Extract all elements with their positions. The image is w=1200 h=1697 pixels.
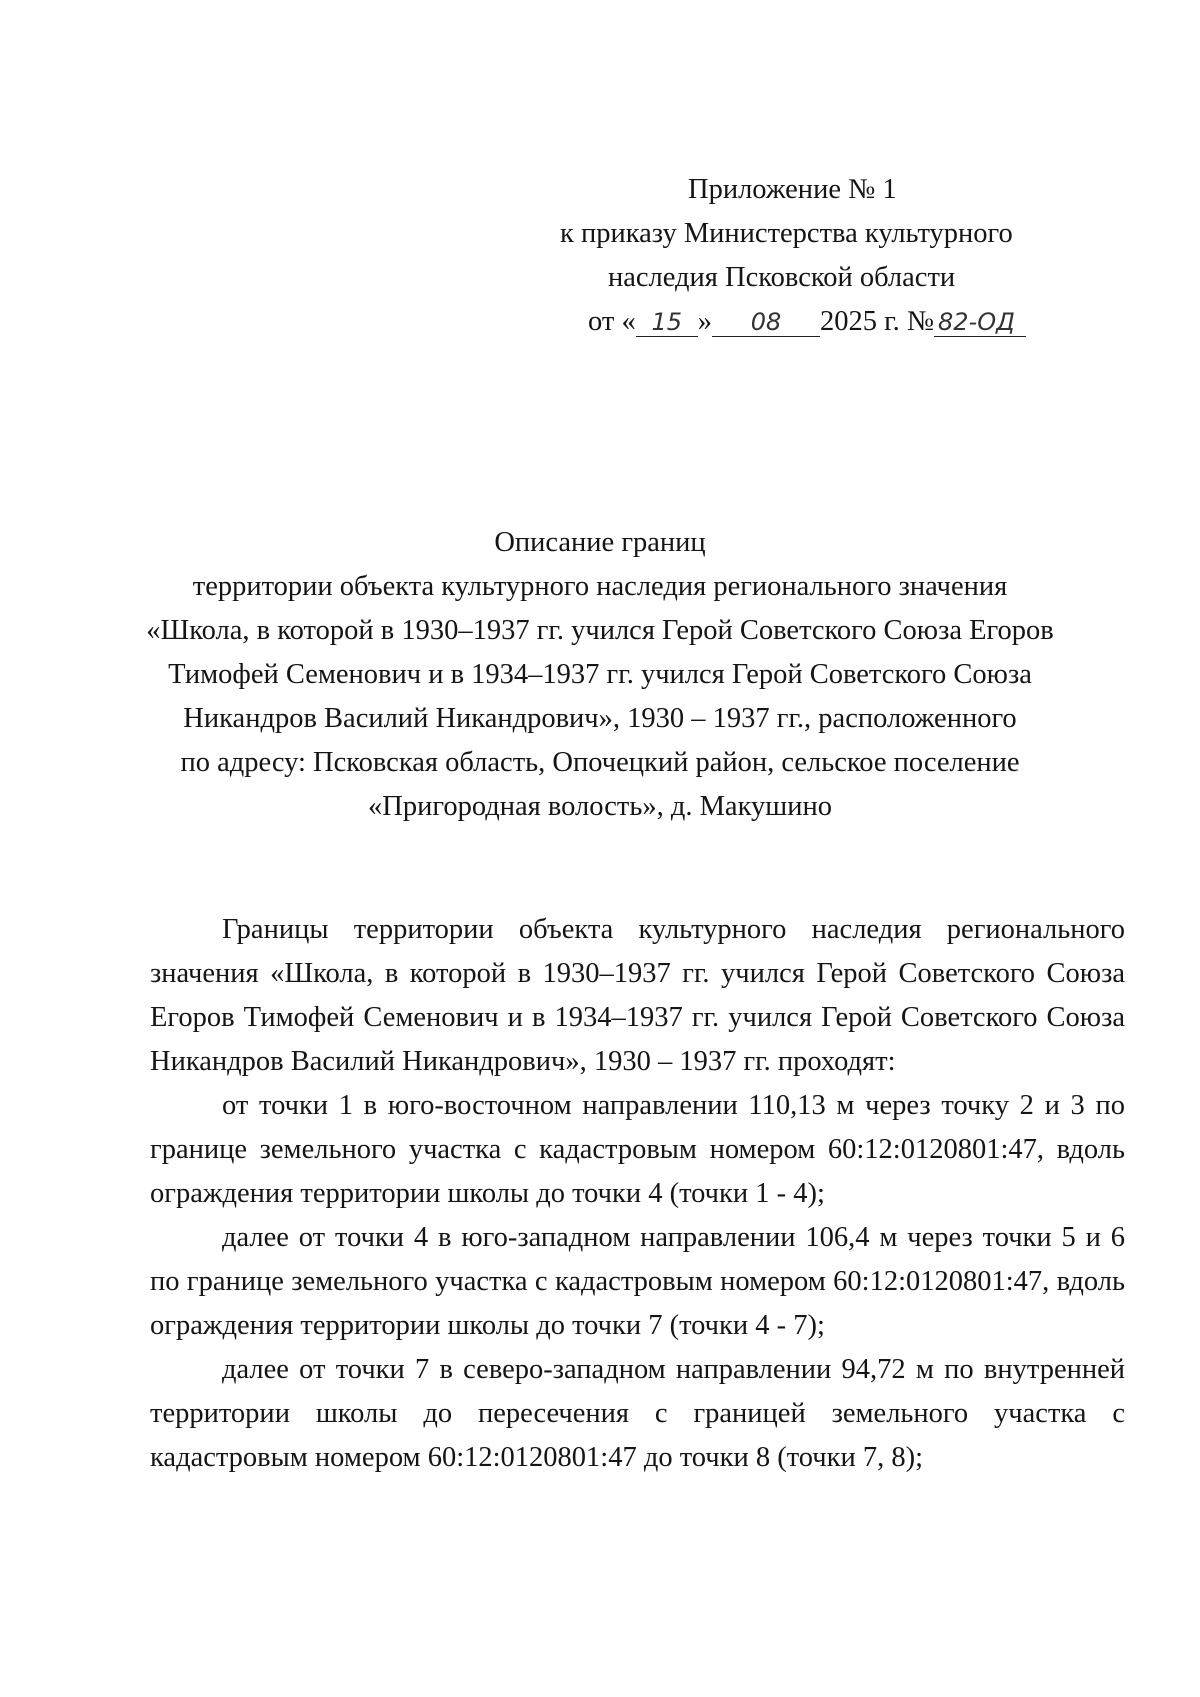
- title-line: Никандров Василий Никандрович», 1930 – 1937 гг., расположенного: [183, 703, 1017, 734]
- appendix-header: [560, 168, 1080, 344]
- document-body: [150, 908, 1125, 1480]
- body-paragraph: от точки 1 в юго-восточном направлении 110,13 м через точку 2 и 3 по границе земельного участка с кадастровым номером 60:12:0120801:47, вдоль ограждения территории школы до точки 4 (точки 1 - 4);: [150, 1090, 1125, 1209]
- title-line: по адресу: Псковская область, Опочецкий район, сельское поселение: [180, 747, 1020, 778]
- body-paragraph: далее от точки 4 в юго-западном направлении 106,4 м через точки 5 и 6 по границе земельного участка с кадастровым номером 60:12:0120801:47, вдоль ограждения территории школы до точки 7 (точки 4 - 7);: [150, 1222, 1125, 1341]
- title-line: территории объекта культурного наследия регионального значения: [192, 571, 1008, 602]
- ministry-name: наследия Псковской области: [608, 262, 956, 293]
- title-line: «Пригородная волость», д. Макушино: [368, 791, 832, 822]
- date-suffix: 2025 г. №: [819, 306, 935, 337]
- handwritten-order-number: 82-ОД: [934, 308, 1026, 337]
- date-mid: »: [697, 306, 712, 337]
- document-title: [130, 521, 1070, 829]
- handwritten-day: 15: [636, 308, 698, 337]
- appendix-number: Приложение № 1: [688, 174, 897, 205]
- order-reference: к приказу Министерства культурного: [560, 218, 1013, 249]
- handwritten-month: 08: [712, 308, 820, 337]
- body-paragraph: Границы территории объекта культурного наследия регионального значения «Школа, в которой в 1930–1937 гг. учился Герой Советского Союза Егоров Тимофей Семенович и в 1934–1937 гг. учился Герой Советского Союза Никандров Василий Никандрович», 1930 – 1937 гг. проходят:: [150, 914, 1125, 1077]
- date-prefix: от «: [588, 306, 636, 337]
- body-paragraph: далее от точки 7 в северо-западном направлении 94,72 м по внутренней территории школы до пересечения с границей земельного участка с кадастровым номером 60:12:0120801:47 до точки 8 (точки 7, 8);: [150, 1354, 1125, 1473]
- title-line: Описание границ: [494, 527, 706, 558]
- order-date-line: [560, 300, 1080, 344]
- title-line: «Школа, в которой в 1930–1937 гг. учился Герой Советского Союза Егоров: [146, 615, 1054, 646]
- title-line: Тимофей Семенович и в 1934–1937 гг. учился Герой Советского Союза: [168, 659, 1032, 690]
